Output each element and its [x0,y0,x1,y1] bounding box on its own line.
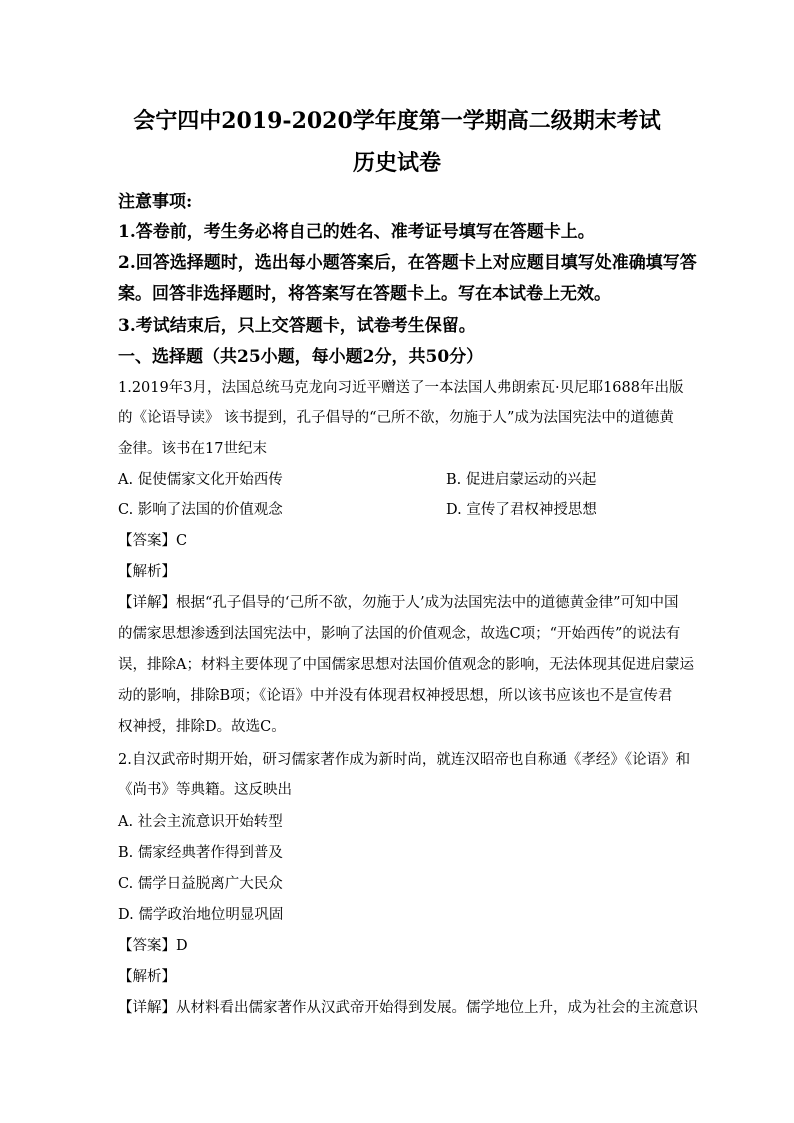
section-heading: 一、选择题（共25小题，每小题2分，共50分） [118,347,484,367]
q1-stem-line-2: 的《论语导读》 该书提到，孔子倡导的“己所不欲，勿施于人”成为法国宪法中的道德黄 [118,410,674,426]
q2-option-d: D. 儒学政治地位明显巩固 [118,907,284,923]
q1-option-b: B. 促进启蒙运动的兴起 [446,472,597,488]
q1-option-d: D. 宣传了君权神授思想 [446,502,597,518]
q2-analysis-label: 【解析】 [118,969,176,985]
q1-option-c: C. 影响了法国的价值观念 [118,502,283,518]
q1-detail-line-2: 的儒家思想渗透到法国宪法中，影响了法国的价值观念，故选C项；“开始西传”的说法有 [118,626,681,642]
notice-item-2: 2.回答选择题时，选出每小题答案后，在答题卡上对应题目填写处准确填写答 [118,253,697,273]
notice-item-2-cont: 案。回答非选择题时，将答案写在答题卡上。写在本试卷上无效。 [118,284,611,304]
q2-stem-line-2: 《尚书》等典籍。这反映出 [118,782,292,798]
q2-option-b: B. 儒家经典著作得到普及 [118,845,283,861]
q1-stem-line-1: 1.2019年3月，法国总统马克龙向习近平赠送了一本法国人弗朗索瓦·贝尼耶1688年出版 [118,380,684,396]
q2-answer: 【答案】D [118,938,188,954]
exam-title: 会宁四中2019-2020学年度第一学期高二级期末考试 [133,108,661,134]
q2-detail-line-1: 【详解】从材料看出儒家著作从汉武帝开始得到发展。儒学地位上升，成为社会的主流意识 [118,1000,698,1016]
q2-option-a: A. 社会主流意识开始转型 [118,814,283,830]
notice-item-1: 1.答卷前，考生务必将自己的姓名、准考证号填写在答题卡上。 [118,222,595,242]
notice-heading: 注意事项: [118,192,193,212]
q1-detail-line-5: 权神授，排除D。故选C。 [118,719,286,735]
notice-item-3: 3.考试结束后，只上交答题卡，试卷考生保留。 [118,316,476,336]
q1-answer: 【答案】C [118,533,188,549]
q1-stem-line-3: 金律。该书在17世纪末 [118,441,267,457]
q1-detail-line-1: 【详解】根据“孔子倡导的‘己所不欲，勿施于人’成为法国宪法中的道德黄金律”可知中国 [118,595,679,611]
exam-subtitle: 历史试卷 [352,150,441,176]
q1-detail-line-4: 动的影响，排除B项；《论语》中并没有体现君权神授思想，所以该书应该也不是宣传君 [118,688,673,704]
q1-analysis-label: 【解析】 [118,564,176,580]
q2-stem-line-1: 2.自汉武帝时期开始，研习儒家著作成为新时尚，就连汉昭帝也自称通《孝经》《论语》和 [118,752,691,768]
q1-detail-line-3: 误，排除A；材料主要体现了中国儒家思想对法国价值观念的影响，无法体现其促进启蒙运 [118,657,694,673]
q2-option-c: C. 儒学日益脱离广大民众 [118,876,283,892]
q1-option-a: A. 促使儒家文化开始西传 [118,472,283,488]
